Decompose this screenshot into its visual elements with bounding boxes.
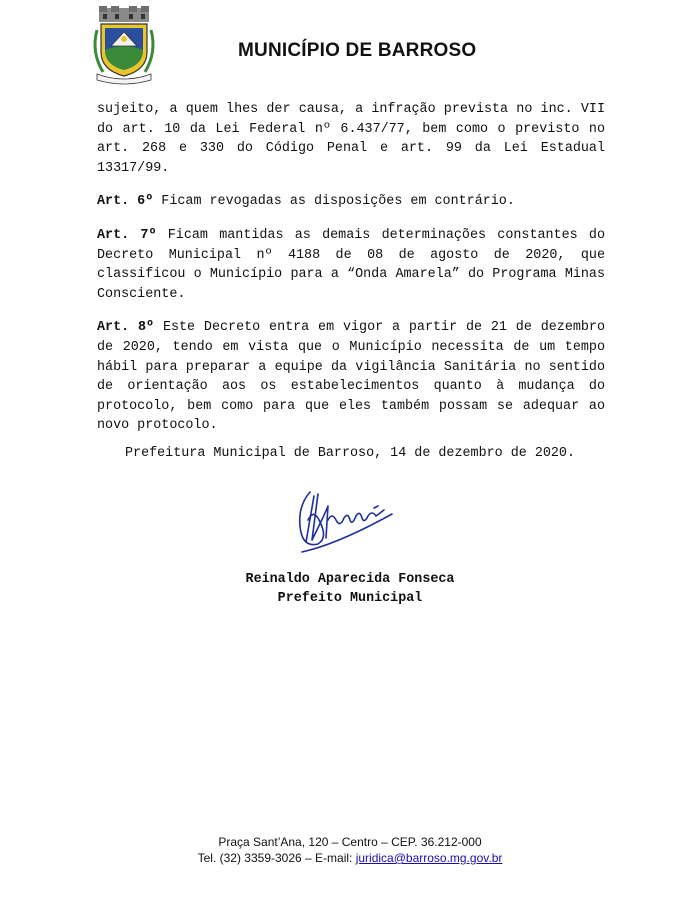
article-text: Este Decreto entra em vigor a partir de 21 de dezembro de 2020, tendo em vista que o Município necessita de um tempo hábil para preparar a equipe da vigilância Sanitária no sentido de orientação aos os estabelecimentos quanto à mudança do protocolo, bem como para que eles também possam se adequar ao novo protocolo.: [97, 320, 606, 434]
signer-block: [0, 570, 700, 608]
municipality-title: MUNICÍPIO DE BARROSO: [238, 40, 477, 61]
signer-name: Reinaldo Aparecida Fonseca: [245, 572, 455, 587]
article-text: Ficam revogadas as disposições em contrário.: [161, 194, 515, 210]
continuation-paragraph: sujeito, a quem lhes der causa, a infração prevista no inc. VII do art. 10 da Lei Federal nº 6.437/77, bem como o previsto no art. 268 e 330 do Código Penal e art. 99 da Lei Estadual 13317/99.: [97, 102, 605, 176]
page-footer: [0, 834, 700, 866]
article-7: [97, 226, 605, 304]
page-header: [0, 0, 700, 95]
coat-of-arms-icon: [89, 6, 159, 86]
article-8: [97, 318, 605, 436]
article-label: Art. 6º: [97, 194, 154, 210]
place-date-text: Prefeitura Municipal de Barroso, 14 de dezembro de 2020.: [125, 446, 575, 461]
footer-email-link[interactable]: juridica@barroso.mg.gov.br: [355, 851, 503, 865]
decree-body: [97, 100, 605, 450]
signature-icon: [288, 486, 398, 558]
footer-address: Praça Sant’Ana, 120 – Centro – CEP. 36.212-000: [218, 835, 482, 849]
place-and-date: [0, 446, 700, 461]
signer-title: Prefeito Municipal: [277, 591, 423, 606]
footer-phone: Tel. (32) 3359-3026 – E-mail:: [197, 851, 356, 865]
footer-contact: [0, 850, 700, 866]
article-6: [97, 192, 605, 212]
article-label: Art. 8º: [97, 320, 155, 336]
article-text: Ficam mantidas as demais determinações constantes do Decreto Municipal nº 4188 de 08 de agosto de 2020, que classificou o Município para a “Onda Amarela” do Programa Minas Consciente.: [97, 227, 606, 302]
article-label: Art. 7º: [97, 227, 157, 243]
